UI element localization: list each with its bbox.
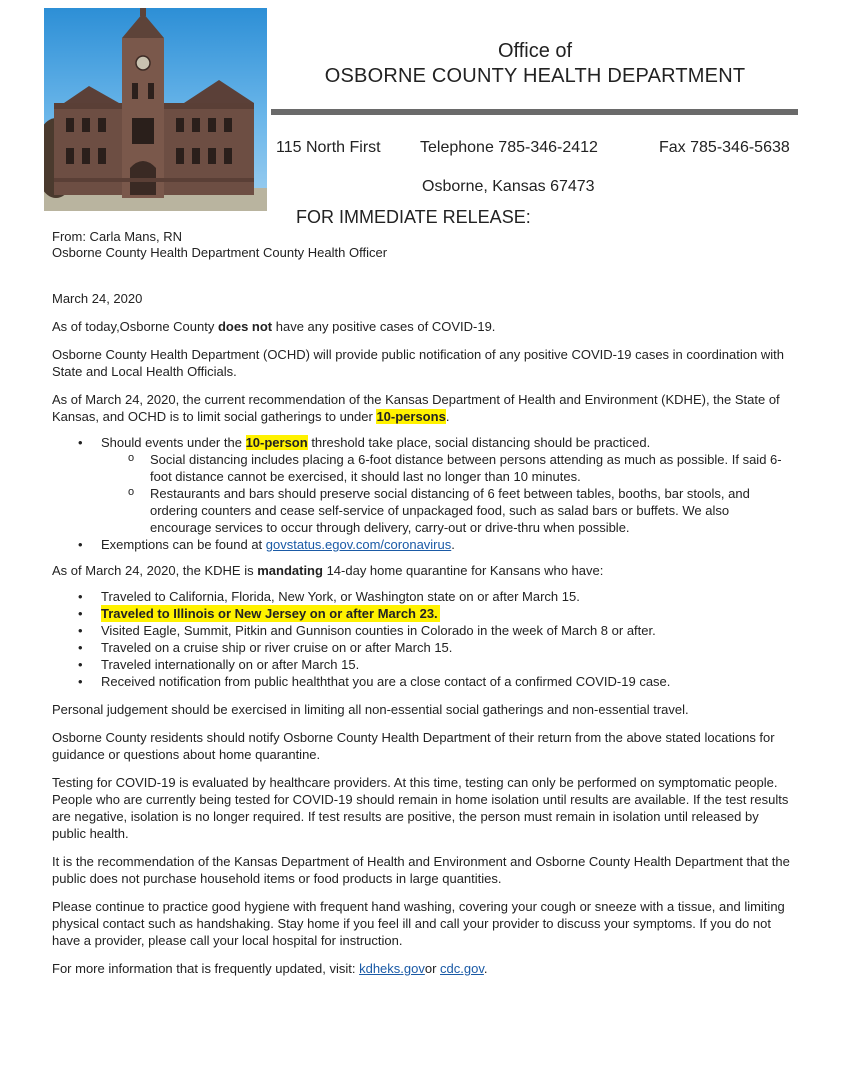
text-run: As of March 24, 2020, the current recommendation of the Kansas Department of Health and Environment (KDHE), the State of Kansas, and OCHD is to limit social gatherings to under [52,392,780,424]
text-run: threshold take place, social distancing should be practiced. [307,435,651,450]
release-heading: FOR IMMEDIATE RELEASE: [296,207,531,227]
list-item [101,536,792,553]
telephone-number: Telephone 785-346-2412 [420,139,598,156]
paragraph-purchasing: It is the recommendation of the Kansas Department of Health and Environment and Osborne County Health Department that the public does not purchase household items or food products in large quantities. [52,854,790,886]
text-run: or [424,961,441,976]
paragraph-judgement: Personal judgement should be exercised in limiting all non-essential social gatherings and non-essential travel. [52,702,689,717]
paragraph-mandate [52,562,792,579]
text-run: Should events under the [101,435,246,450]
address-city: Osborne, Kansas 67473 [422,178,595,195]
text-run: have any positive cases of COVID-19. [272,319,496,334]
sub-list-item: o Social distancing includes placing a 6-foot distance between persons attending as much as possible. If said 6-foot distance cannot be exercised, it should last no longer than 10 minutes. [150,451,792,485]
quarantine-criteria-list [52,588,792,690]
text-run: Exemptions can be found at [101,537,266,552]
highlight-10-person: 10-person [245,435,308,450]
paragraph-more-info [52,960,792,977]
paragraph-testing: Testing for COVID-19 is evaluated by healthcare providers. At this time, testing can only be performed on symptomatic people. People who are currently being tested for COVID-19 should remain in home isolation until results are available. If the test results are negative, isolation is no longer required. If test results are positive, the person must remain in isolation until released by public health. [52,775,789,841]
text-run: 14-day home quarantine for Kansans who have: [322,563,604,578]
text-run: For more information that is frequently updated, visit: [52,961,360,976]
highlight-illinois-new-jersey: Traveled to Illinois or New Jersey on or after March 23. [101,606,438,621]
highlight-10-persons: 10-persons [376,409,446,424]
list-item: • Traveled on a cruise ship or river cruise on or after March 15. [101,639,792,656]
govstatus-link[interactable]: govstatus.egov.com/coronavirus [265,537,452,552]
sub-list-item: o Restaurants and bars should preserve social distancing of 6 feet between tables, booths, bar stools, and ordering counters and cease self-service of unpackaged food, such as salad bars or buffets. We also encourage services to occur through delivery, carry-out or drive-thru when possible. [150,485,792,536]
text-run: As of March 24, 2020, the KDHE is [52,563,258,578]
gathering-guidelines-list [52,434,792,553]
address-street: 115 North First [276,139,381,156]
list-item: • Traveled to California, Florida, New York, or Washington state on or after March 15. [101,588,792,605]
header-department-name: OSBORNE COUNTY HEALTH DEPARTMENT [324,65,746,87]
text-run: . [451,537,455,552]
from-block [52,229,387,261]
text-run: . [445,409,450,424]
text-run: As of today,Osborne County [52,319,218,334]
list-item: • Received notification from public healththat you are a close contact of a confirmed COVID-19 case. [101,673,792,690]
header-office-line: Office of [497,40,573,62]
fax-number: Fax 785-346-5638 [659,139,790,156]
cdc-link[interactable]: cdc.gov [440,961,484,976]
kdheks-link[interactable]: kdheks.gov [359,961,425,976]
press-release-body [52,290,792,988]
release-date: March 24, 2020 [52,291,143,306]
paragraph-status [52,318,792,335]
paragraph-notification: Osborne County Health Department (OCHD) will provide public notification of any positive COVID-19 cases in coordination with State and Local Health Officials. [52,347,784,379]
from-title: Osborne County Health Department County Health Officer [52,245,388,260]
paragraph-notify: Osborne County residents should notify Osborne County Health Department of their return from the above stated locations for guidance or questions about home quarantine. [52,730,775,762]
list-item: • Traveled internationally on or after March 15. [101,656,792,673]
list-item [101,434,792,536]
emphasis-mandating: mandating [257,563,323,578]
courthouse-photo [44,8,267,211]
text-run: . [483,961,488,976]
list-item-highlighted [101,605,792,622]
paragraph-recommendation [52,391,792,425]
from-name: From: Carla Mans, RN [52,229,183,244]
sub-list [101,451,792,536]
list-item: • Visited Eagle, Summit, Pitkin and Gunnison counties in Colorado in the week of March 8 or after. [101,622,792,639]
header-divider [271,109,798,115]
paragraph-hygiene: Please continue to practice good hygiene with frequent hand washing, covering your cough or sneeze with a tissue, and limiting physical contact such as handshaking. Stay home if you feel ill and call your provider to discuss your symptoms. If you do not have a provider, please call your local hospital for instruction. [52,899,785,948]
emphasis-does-not: does not [217,319,273,334]
